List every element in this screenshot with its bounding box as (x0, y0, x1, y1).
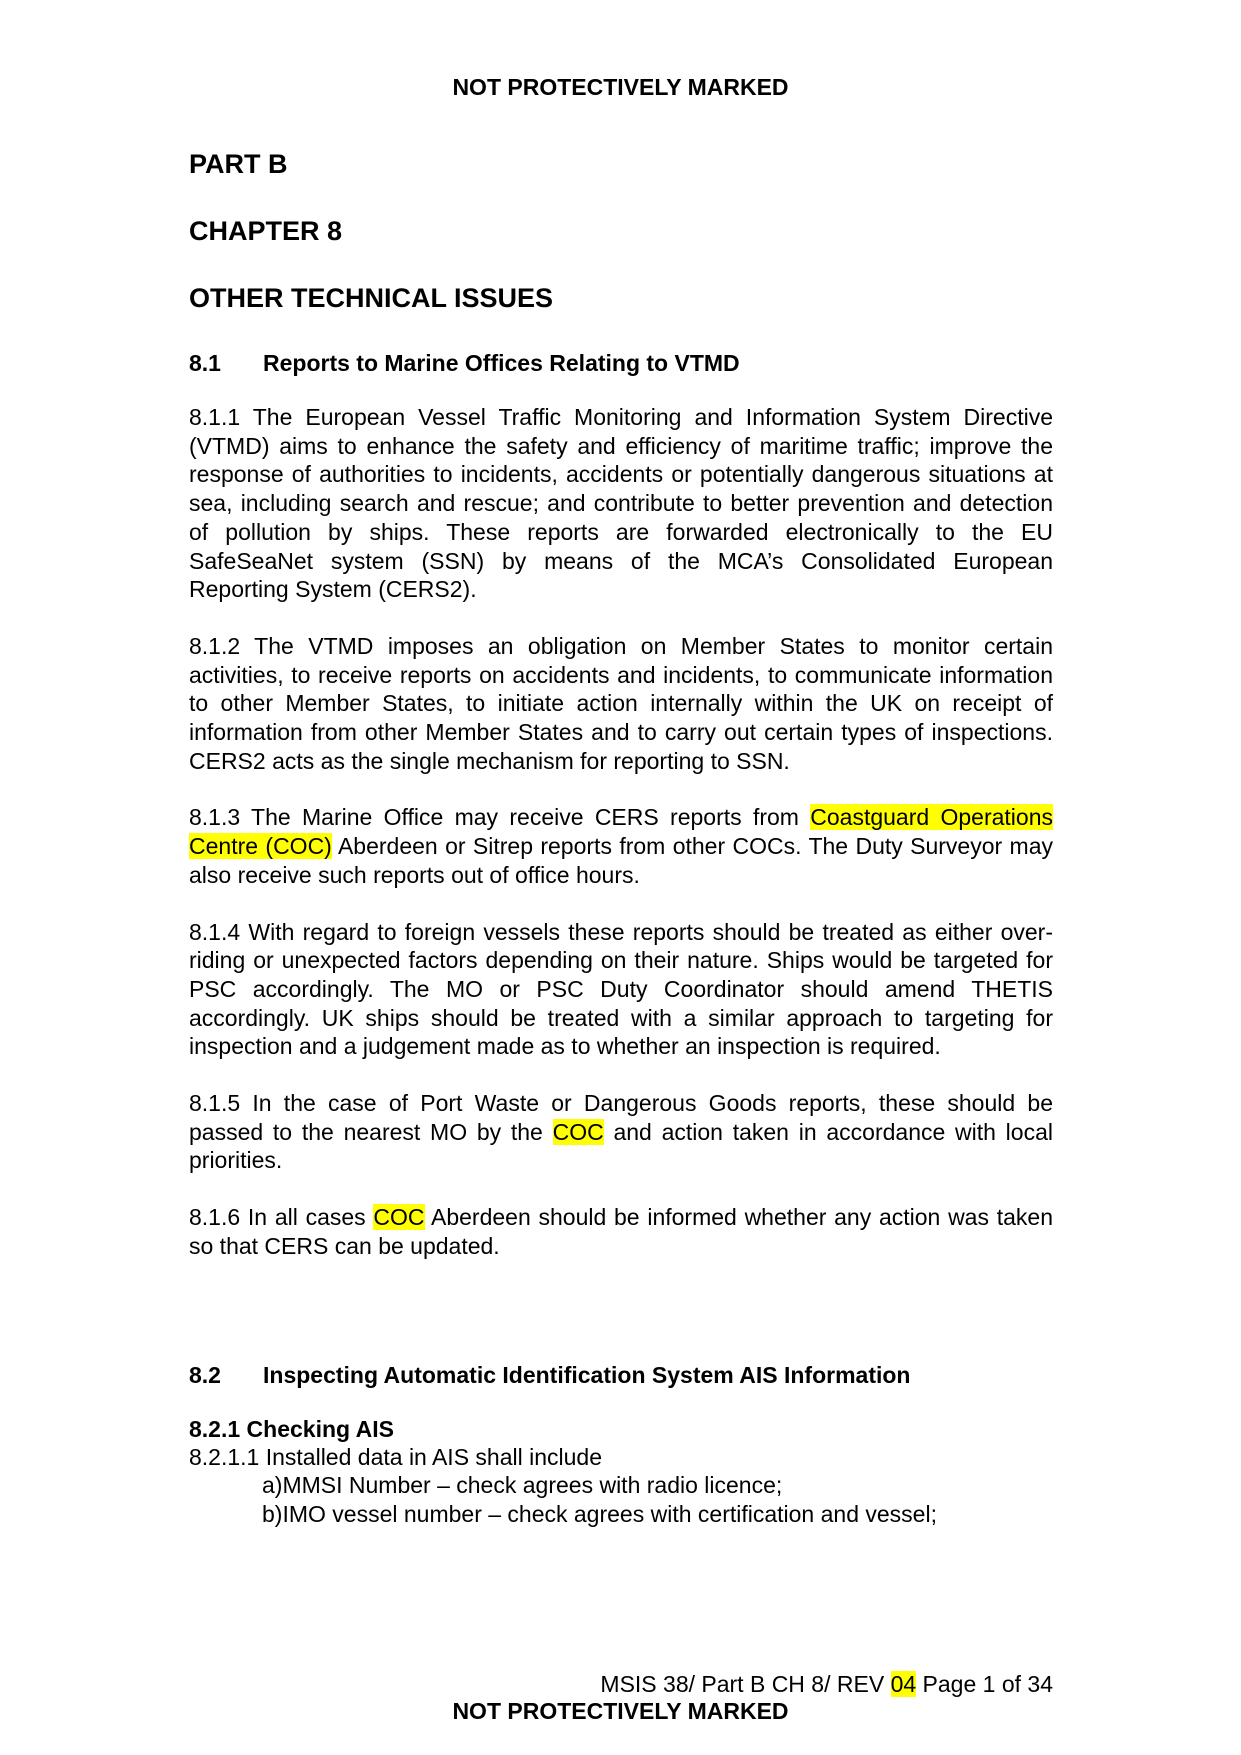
section-number: 8.1 (189, 350, 221, 376)
paragraph-text: and action taken in accordance with local priorities. (189, 1118, 1053, 1174)
section-heading-8-2 (189, 1361, 1053, 1389)
paragraph-text: Aberdeen should be informed whether any action was taken so that CERS can be updated. (189, 1204, 1053, 1259)
footer-ref-text: MSIS 38/ Part B CH 8/ REV (600, 1671, 891, 1697)
section-number: 8.2 (189, 1361, 221, 1388)
section-heading-8-1 (189, 349, 1053, 377)
subsection-intro: 8.2.1.1 Installed data in AIS shall include (189, 1443, 603, 1470)
subsection-heading-8-2-1: 8.2.1 Checking AIS (189, 1415, 394, 1442)
paragraph-text: Aberdeen or Sitrep reports from other COCs. The Duty Surveyor may also receive such reports out of office hours. (189, 833, 1053, 888)
highlighted-text: COC (552, 1118, 604, 1145)
section-title: Inspecting Automatic Identification System AIS Information (263, 1361, 911, 1388)
footer-reference (600, 1671, 1053, 1698)
paragraph-text: 8.1.5 In the case of Port Waste or Dangerous Goods reports, these should be passed to the nearest MO by the (189, 1090, 1053, 1145)
section-spacer (189, 1289, 1053, 1361)
section-title: Reports to Marine Offices Relating to VTMD (263, 350, 740, 376)
paragraph-text: 8.1.3 The Marine Office may receive CERS reports from (189, 804, 811, 831)
footer-marking: NOT PROTECTIVELY MARKED (452, 1698, 789, 1724)
highlighted-revision: 04 (890, 1671, 917, 1697)
list-item: b)IMO vessel number – check agrees with certification and vessel; (262, 1500, 937, 1527)
paragraph-8-1-1: 8.1.1 The European Vessel Traffic Monitoring and Information System Directive (VTMD) aims to enhance the safety and efficiency of maritime traffic; improve the response of authorities to incidents, accidents or potentially dangerous situations at sea, including search and rescue; and contribute to better prevention and detection of pollution by ships. These reports are forwarded electronically to the EU SafeSeaNet system (SSN) by means of the MCA’s Consolidated European Reporting System (CERS2). (189, 404, 1053, 603)
paragraph-8-1-5 (189, 1089, 1053, 1175)
chapter-heading: CHAPTER 8 (189, 216, 343, 246)
paragraph-8-1-4: 8.1.4 With regard to foreign vessels these reports should be treated as either over-riding or unexpected factors depending on their nature. Ships would be targeted for PSC accordingly. The MO or PSC Duty Coordinator should amend THETIS accordingly. UK ships should be treated with a similar approach to targeting for inspection and a judgement made as to whether an inspection is required. (189, 918, 1053, 1060)
paragraph-8-1-6 (189, 1203, 1053, 1260)
chapter-title: OTHER TECHNICAL ISSUES (189, 283, 554, 313)
highlighted-text: COC (373, 1204, 425, 1231)
highlighted-text: Coastguard Operations Centre (COC) (189, 804, 1053, 860)
footer-page-number: Page 1 of 34 (916, 1671, 1053, 1697)
part-heading: PART B (189, 149, 288, 179)
list-item: a)MMSI Number – check agrees with radio licence; (262, 1472, 783, 1499)
paragraph-8-1-3 (189, 803, 1053, 889)
paragraph-text: 8.1.6 In all cases (189, 1204, 374, 1231)
page-content (189, 148, 1053, 1529)
paragraph-8-1-2: 8.1.2 The VTMD imposes an obligation on Member States to monitor certain activities, to receive reports on accidents and incidents, to communicate information to other Member States, to initiate action internally within the UK on receipt of information from other Member States and to carry out certain types of inspections. CERS2 acts as the single mechanism for reporting to SSN. (189, 632, 1053, 774)
header-marking: NOT PROTECTIVELY MARKED (452, 74, 789, 100)
